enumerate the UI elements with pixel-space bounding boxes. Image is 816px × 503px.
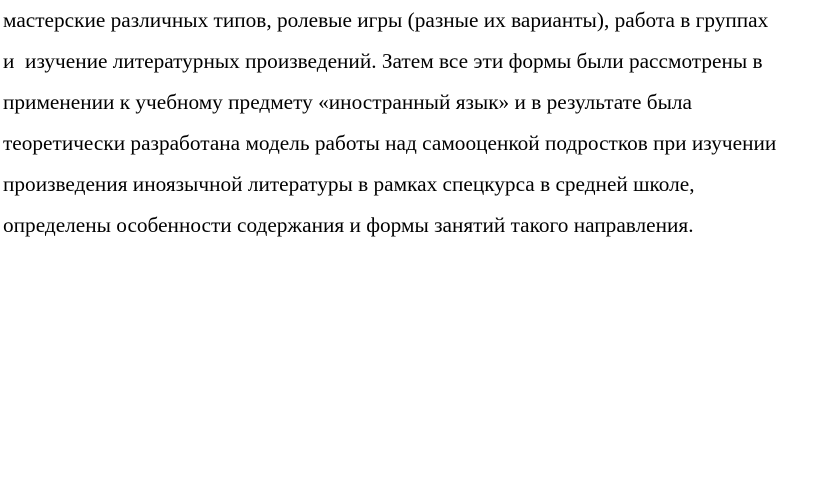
text-line-6: определены особенности содержания и формы занятий такого направления. (3, 213, 694, 237)
text-line-4: теоретически разработана модель работы над самооценкой подростков при изучении (3, 131, 777, 155)
text-line-5: произведения иноязычной литературы в рамках спецкурса в средней школе, (3, 172, 695, 196)
text-line-2: и изучение литературных произведений. Затем все эти формы были рассмотрены в (3, 49, 763, 73)
paragraph (3, 0, 815, 246)
text-line-3: применении к учебному предмету «иностранный язык» и в результате была (3, 90, 692, 114)
text-line-1: мастерские различных типов, ролевые игры (разные их варианты), работа в группах (3, 8, 769, 32)
